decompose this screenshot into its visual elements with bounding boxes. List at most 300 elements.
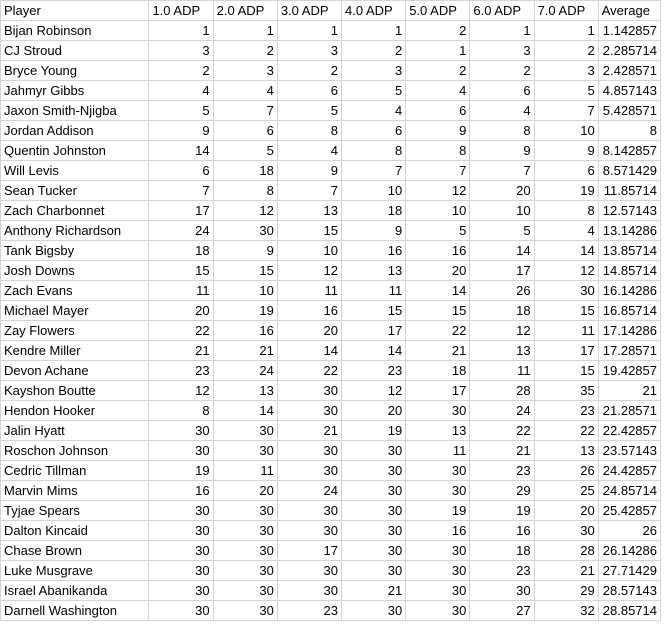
cell-adp-5[interactable]: 30	[406, 481, 470, 501]
cell-adp-3[interactable]: 1	[277, 21, 341, 41]
cell-adp-5[interactable]: 16	[406, 521, 470, 541]
cell-adp-6[interactable]: 17	[470, 261, 534, 281]
table-row	[1, 181, 661, 201]
cell-adp-1[interactable]: 3	[149, 41, 213, 61]
cell-adp-7[interactable]: 1	[534, 21, 598, 41]
table-row	[1, 561, 661, 581]
cell-adp-5[interactable]: 30	[406, 581, 470, 601]
cell-average[interactable]: 2.285714	[598, 41, 660, 61]
cell-adp-1[interactable]: 21	[149, 341, 213, 361]
cell-player[interactable]: Zach Charbonnet	[1, 201, 149, 221]
cell-player[interactable]: Kayshon Boutte	[1, 381, 149, 401]
cell-adp-7[interactable]: 3	[534, 61, 598, 81]
cell-player[interactable]: Cedric Tillman	[1, 461, 149, 481]
cell-adp-4[interactable]: 3	[342, 61, 406, 81]
cell-adp-6[interactable]: 16	[470, 521, 534, 541]
cell-player[interactable]: Kendre Miller	[1, 341, 149, 361]
cell-adp-6[interactable]: 24	[470, 401, 534, 421]
cell-adp-3[interactable]: 9	[277, 161, 341, 181]
cell-adp-2[interactable]: 7	[213, 101, 277, 121]
cell-player[interactable]: Darnell Washington	[1, 601, 149, 621]
cell-adp-7[interactable]: 6	[534, 161, 598, 181]
cell-adp-4[interactable]: 12	[342, 381, 406, 401]
cell-adp-2[interactable]: 30	[213, 421, 277, 441]
cell-adp-6[interactable]: 14	[470, 241, 534, 261]
cell-adp-5[interactable]: 8	[406, 141, 470, 161]
cell-adp-7[interactable]: 15	[534, 361, 598, 381]
cell-adp-5[interactable]: 10	[406, 201, 470, 221]
cell-adp-7[interactable]: 11	[534, 321, 598, 341]
cell-adp-6[interactable]: 4	[470, 101, 534, 121]
cell-adp-2[interactable]: 5	[213, 141, 277, 161]
cell-adp-4[interactable]: 30	[342, 461, 406, 481]
cell-average[interactable]: 12.57143	[598, 201, 660, 221]
table-row	[1, 341, 661, 361]
cell-adp-5[interactable]: 17	[406, 381, 470, 401]
cell-player[interactable]: Luke Musgrave	[1, 561, 149, 581]
cell-adp-7[interactable]: 29	[534, 581, 598, 601]
header-adp-7[interactable]: 7.0 ADP	[534, 1, 598, 21]
table-row	[1, 481, 661, 501]
cell-adp-4[interactable]: 30	[342, 561, 406, 581]
cell-adp-4[interactable]: 15	[342, 301, 406, 321]
cell-adp-7[interactable]: 5	[534, 81, 598, 101]
cell-adp-1[interactable]: 2	[149, 61, 213, 81]
cell-player[interactable]: Zach Evans	[1, 281, 149, 301]
header-adp-1[interactable]: 1.0 ADP	[149, 1, 213, 21]
cell-player[interactable]: Dalton Kincaid	[1, 521, 149, 541]
cell-adp-1[interactable]: 12	[149, 381, 213, 401]
cell-adp-4[interactable]: 20	[342, 401, 406, 421]
cell-player[interactable]: Tank Bigsby	[1, 241, 149, 261]
cell-adp-3[interactable]: 20	[277, 321, 341, 341]
cell-average[interactable]: 26	[598, 521, 660, 541]
cell-adp-5[interactable]: 12	[406, 181, 470, 201]
cell-adp-4[interactable]: 23	[342, 361, 406, 381]
cell-adp-1[interactable]: 6	[149, 161, 213, 181]
cell-average[interactable]: 8.571429	[598, 161, 660, 181]
cell-adp-3[interactable]: 16	[277, 301, 341, 321]
cell-average[interactable]: 28.85714	[598, 601, 660, 621]
cell-adp-7[interactable]: 15	[534, 301, 598, 321]
cell-player[interactable]: Tyjae Spears	[1, 501, 149, 521]
cell-adp-1[interactable]: 9	[149, 121, 213, 141]
cell-player[interactable]: Jalin Hyatt	[1, 421, 149, 441]
cell-average[interactable]: 27.71429	[598, 561, 660, 581]
table-row	[1, 21, 661, 41]
cell-player[interactable]: CJ Stroud	[1, 41, 149, 61]
cell-adp-7[interactable]: 35	[534, 381, 598, 401]
cell-player[interactable]: Quentin Johnston	[1, 141, 149, 161]
cell-adp-2[interactable]: 30	[213, 501, 277, 521]
cell-adp-4[interactable]: 7	[342, 161, 406, 181]
cell-average[interactable]: 16.14286	[598, 281, 660, 301]
cell-adp-2[interactable]: 14	[213, 401, 277, 421]
cell-adp-4[interactable]: 2	[342, 41, 406, 61]
cell-adp-1[interactable]: 20	[149, 301, 213, 321]
cell-adp-6[interactable]: 22	[470, 421, 534, 441]
cell-adp-7[interactable]: 22	[534, 421, 598, 441]
cell-adp-5[interactable]: 2	[406, 21, 470, 41]
cell-adp-2[interactable]: 30	[213, 561, 277, 581]
cell-average[interactable]: 17.14286	[598, 321, 660, 341]
cell-adp-5[interactable]: 30	[406, 461, 470, 481]
cell-adp-1[interactable]: 8	[149, 401, 213, 421]
cell-average[interactable]: 19.42857	[598, 361, 660, 381]
table-row	[1, 41, 661, 61]
cell-adp-5[interactable]: 30	[406, 561, 470, 581]
cell-adp-4[interactable]: 30	[342, 541, 406, 561]
cell-adp-6[interactable]: 21	[470, 441, 534, 461]
cell-adp-1[interactable]: 15	[149, 261, 213, 281]
cell-adp-3[interactable]: 30	[277, 561, 341, 581]
cell-adp-2[interactable]: 3	[213, 61, 277, 81]
cell-adp-4[interactable]: 9	[342, 221, 406, 241]
cell-adp-6[interactable]: 8	[470, 121, 534, 141]
cell-average[interactable]: 22.42857	[598, 421, 660, 441]
cell-average[interactable]: 24.42857	[598, 461, 660, 481]
cell-player[interactable]: Chase Brown	[1, 541, 149, 561]
cell-adp-1[interactable]: 14	[149, 141, 213, 161]
cell-adp-5[interactable]: 13	[406, 421, 470, 441]
cell-adp-4[interactable]: 4	[342, 101, 406, 121]
cell-adp-6[interactable]: 5	[470, 221, 534, 241]
cell-adp-6[interactable]: 10	[470, 201, 534, 221]
cell-adp-4[interactable]: 1	[342, 21, 406, 41]
cell-adp-5[interactable]: 15	[406, 301, 470, 321]
cell-adp-3[interactable]: 30	[277, 441, 341, 461]
cell-adp-1[interactable]: 23	[149, 361, 213, 381]
cell-average[interactable]: 28.57143	[598, 581, 660, 601]
cell-adp-6[interactable]: 18	[470, 301, 534, 321]
cell-player[interactable]: Jahmyr Gibbs	[1, 81, 149, 101]
cell-adp-3[interactable]: 14	[277, 341, 341, 361]
cell-adp-4[interactable]: 30	[342, 521, 406, 541]
cell-adp-2[interactable]: 11	[213, 461, 277, 481]
cell-average[interactable]: 11.85714	[598, 181, 660, 201]
cell-average[interactable]: 1.142857	[598, 21, 660, 41]
cell-adp-2[interactable]: 20	[213, 481, 277, 501]
cell-adp-2[interactable]: 18	[213, 161, 277, 181]
cell-adp-6[interactable]: 6	[470, 81, 534, 101]
cell-adp-2[interactable]: 4	[213, 81, 277, 101]
cell-adp-4[interactable]: 18	[342, 201, 406, 221]
cell-adp-1[interactable]: 5	[149, 101, 213, 121]
cell-adp-3[interactable]: 30	[277, 381, 341, 401]
table-row	[1, 441, 661, 461]
cell-adp-1[interactable]: 4	[149, 81, 213, 101]
cell-adp-2[interactable]: 6	[213, 121, 277, 141]
cell-adp-4[interactable]: 30	[342, 441, 406, 461]
cell-adp-3[interactable]: 5	[277, 101, 341, 121]
cell-adp-6[interactable]: 27	[470, 601, 534, 621]
cell-adp-7[interactable]: 13	[534, 441, 598, 461]
cell-adp-5[interactable]: 18	[406, 361, 470, 381]
cell-adp-1[interactable]: 7	[149, 181, 213, 201]
cell-adp-1[interactable]: 18	[149, 241, 213, 261]
cell-adp-3[interactable]: 24	[277, 481, 341, 501]
cell-adp-7[interactable]: 10	[534, 121, 598, 141]
cell-adp-4[interactable]: 30	[342, 481, 406, 501]
cell-adp-5[interactable]: 20	[406, 261, 470, 281]
cell-player[interactable]: Anthony Richardson	[1, 221, 149, 241]
cell-adp-5[interactable]: 30	[406, 601, 470, 621]
cell-adp-4[interactable]: 8	[342, 141, 406, 161]
cell-adp-3[interactable]: 17	[277, 541, 341, 561]
cell-adp-6[interactable]: 9	[470, 141, 534, 161]
cell-adp-6[interactable]: 29	[470, 481, 534, 501]
cell-adp-1[interactable]: 19	[149, 461, 213, 481]
cell-average[interactable]: 13.14286	[598, 221, 660, 241]
table-row	[1, 461, 661, 481]
table-row	[1, 141, 661, 161]
cell-adp-6[interactable]: 1	[470, 21, 534, 41]
cell-adp-4[interactable]: 19	[342, 421, 406, 441]
cell-adp-7[interactable]: 32	[534, 601, 598, 621]
table-body	[1, 21, 661, 621]
cell-adp-3[interactable]: 22	[277, 361, 341, 381]
cell-adp-5[interactable]: 16	[406, 241, 470, 261]
cell-player[interactable]: Bryce Young	[1, 61, 149, 81]
cell-adp-7[interactable]: 12	[534, 261, 598, 281]
cell-adp-2[interactable]: 30	[213, 521, 277, 541]
cell-adp-6[interactable]: 2	[470, 61, 534, 81]
table-row	[1, 221, 661, 241]
cell-adp-4[interactable]: 5	[342, 81, 406, 101]
cell-average[interactable]: 17.28571	[598, 341, 660, 361]
cell-adp-7[interactable]: 30	[534, 281, 598, 301]
cell-adp-2[interactable]: 2	[213, 41, 277, 61]
cell-adp-5[interactable]: 30	[406, 401, 470, 421]
cell-player[interactable]: Sean Tucker	[1, 181, 149, 201]
cell-adp-3[interactable]: 30	[277, 461, 341, 481]
cell-player[interactable]: Michael Mayer	[1, 301, 149, 321]
cell-adp-3[interactable]: 6	[277, 81, 341, 101]
cell-adp-3[interactable]: 23	[277, 601, 341, 621]
header-adp-4[interactable]: 4.0 ADP	[342, 1, 406, 21]
cell-adp-7[interactable]: 17	[534, 341, 598, 361]
cell-adp-1[interactable]: 11	[149, 281, 213, 301]
cell-adp-2[interactable]: 21	[213, 341, 277, 361]
cell-player[interactable]: Jordan Addison	[1, 121, 149, 141]
cell-adp-6[interactable]: 23	[470, 461, 534, 481]
cell-adp-1[interactable]: 30	[149, 501, 213, 521]
cell-adp-6[interactable]: 13	[470, 341, 534, 361]
cell-adp-4[interactable]: 30	[342, 601, 406, 621]
cell-average[interactable]: 23.57143	[598, 441, 660, 461]
cell-adp-7[interactable]: 4	[534, 221, 598, 241]
cell-adp-3[interactable]: 4	[277, 141, 341, 161]
table-row	[1, 521, 661, 541]
cell-adp-7[interactable]: 21	[534, 561, 598, 581]
table-row	[1, 261, 661, 281]
cell-adp-3[interactable]: 3	[277, 41, 341, 61]
cell-adp-3[interactable]: 11	[277, 281, 341, 301]
cell-player[interactable]: Will Levis	[1, 161, 149, 181]
cell-adp-3[interactable]: 30	[277, 581, 341, 601]
cell-adp-6[interactable]: 12	[470, 321, 534, 341]
cell-player[interactable]: Marvin Mims	[1, 481, 149, 501]
cell-average[interactable]: 4.857143	[598, 81, 660, 101]
cell-adp-2[interactable]: 1	[213, 21, 277, 41]
cell-adp-7[interactable]: 20	[534, 501, 598, 521]
cell-adp-3[interactable]: 30	[277, 501, 341, 521]
cell-adp-1[interactable]: 30	[149, 421, 213, 441]
cell-player[interactable]: Bijan Robinson	[1, 21, 149, 41]
cell-adp-2[interactable]: 9	[213, 241, 277, 261]
cell-player[interactable]: Israel Abanikanda	[1, 581, 149, 601]
cell-adp-4[interactable]: 16	[342, 241, 406, 261]
cell-adp-3[interactable]: 10	[277, 241, 341, 261]
cell-adp-6[interactable]: 18	[470, 541, 534, 561]
cell-average[interactable]: 8	[598, 121, 660, 141]
cell-adp-1[interactable]: 30	[149, 521, 213, 541]
cell-adp-2[interactable]: 30	[213, 601, 277, 621]
table-row	[1, 161, 661, 181]
cell-adp-5[interactable]: 19	[406, 501, 470, 521]
header-adp-6[interactable]: 6.0 ADP	[470, 1, 534, 21]
cell-adp-5[interactable]: 4	[406, 81, 470, 101]
table-row	[1, 61, 661, 81]
cell-adp-1[interactable]: 30	[149, 441, 213, 461]
cell-adp-7[interactable]: 25	[534, 481, 598, 501]
table-row	[1, 301, 661, 321]
cell-adp-6[interactable]: 23	[470, 561, 534, 581]
cell-adp-2[interactable]: 16	[213, 321, 277, 341]
table-row	[1, 541, 661, 561]
cell-adp-7[interactable]: 19	[534, 181, 598, 201]
cell-adp-4[interactable]: 6	[342, 121, 406, 141]
cell-player[interactable]: Roschon Johnson	[1, 441, 149, 461]
cell-adp-5[interactable]: 11	[406, 441, 470, 461]
cell-adp-3[interactable]: 30	[277, 521, 341, 541]
cell-adp-2[interactable]: 10	[213, 281, 277, 301]
cell-adp-7[interactable]: 7	[534, 101, 598, 121]
cell-adp-5[interactable]: 7	[406, 161, 470, 181]
cell-adp-2[interactable]: 15	[213, 261, 277, 281]
cell-player[interactable]: Devon Achane	[1, 361, 149, 381]
cell-adp-6[interactable]: 3	[470, 41, 534, 61]
cell-adp-2[interactable]: 30	[213, 221, 277, 241]
cell-adp-7[interactable]: 30	[534, 521, 598, 541]
cell-average[interactable]: 2.428571	[598, 61, 660, 81]
cell-adp-2[interactable]: 12	[213, 201, 277, 221]
cell-adp-1[interactable]: 1	[149, 21, 213, 41]
cell-average[interactable]: 26.14286	[598, 541, 660, 561]
cell-player[interactable]: Zay Flowers	[1, 321, 149, 341]
table-row	[1, 101, 661, 121]
cell-adp-6[interactable]: 20	[470, 181, 534, 201]
cell-adp-2[interactable]: 30	[213, 541, 277, 561]
cell-adp-2[interactable]: 8	[213, 181, 277, 201]
cell-adp-4[interactable]: 10	[342, 181, 406, 201]
header-adp-5[interactable]: 5.0 ADP	[406, 1, 470, 21]
cell-adp-3[interactable]: 21	[277, 421, 341, 441]
cell-average[interactable]: 21	[598, 381, 660, 401]
cell-adp-5[interactable]: 22	[406, 321, 470, 341]
cell-adp-1[interactable]: 16	[149, 481, 213, 501]
cell-adp-6[interactable]: 11	[470, 361, 534, 381]
cell-adp-5[interactable]: 14	[406, 281, 470, 301]
cell-adp-4[interactable]: 11	[342, 281, 406, 301]
cell-adp-2[interactable]: 24	[213, 361, 277, 381]
cell-average[interactable]: 25.42857	[598, 501, 660, 521]
cell-adp-6[interactable]: 26	[470, 281, 534, 301]
table-row	[1, 421, 661, 441]
cell-adp-1[interactable]: 30	[149, 601, 213, 621]
cell-adp-5[interactable]: 21	[406, 341, 470, 361]
cell-adp-7[interactable]: 26	[534, 461, 598, 481]
cell-adp-2[interactable]: 30	[213, 441, 277, 461]
cell-average[interactable]: 8.142857	[598, 141, 660, 161]
cell-adp-4[interactable]: 14	[342, 341, 406, 361]
cell-adp-4[interactable]: 17	[342, 321, 406, 341]
cell-adp-2[interactable]: 30	[213, 581, 277, 601]
cell-player[interactable]: Hendon Hooker	[1, 401, 149, 421]
cell-adp-4[interactable]: 13	[342, 261, 406, 281]
header-player[interactable]: Player	[1, 1, 149, 21]
header-adp-3[interactable]: 3.0 ADP	[277, 1, 341, 21]
cell-adp-7[interactable]: 2	[534, 41, 598, 61]
table-row	[1, 601, 661, 621]
cell-adp-6[interactable]: 28	[470, 381, 534, 401]
cell-adp-7[interactable]: 9	[534, 141, 598, 161]
cell-adp-3[interactable]: 7	[277, 181, 341, 201]
cell-adp-3[interactable]: 30	[277, 401, 341, 421]
cell-average[interactable]: 21.28571	[598, 401, 660, 421]
cell-adp-5[interactable]: 2	[406, 61, 470, 81]
cell-average[interactable]: 24.85714	[598, 481, 660, 501]
cell-adp-5[interactable]: 30	[406, 541, 470, 561]
cell-adp-7[interactable]: 28	[534, 541, 598, 561]
cell-adp-6[interactable]: 30	[470, 581, 534, 601]
cell-adp-4[interactable]: 21	[342, 581, 406, 601]
header-average[interactable]: Average	[598, 1, 660, 21]
cell-adp-1[interactable]: 30	[149, 581, 213, 601]
header-adp-2[interactable]: 2.0 ADP	[213, 1, 277, 21]
cell-adp-5[interactable]: 9	[406, 121, 470, 141]
cell-adp-3[interactable]: 12	[277, 261, 341, 281]
cell-adp-7[interactable]: 14	[534, 241, 598, 261]
cell-player[interactable]: Josh Downs	[1, 261, 149, 281]
cell-adp-5[interactable]: 6	[406, 101, 470, 121]
cell-average[interactable]: 16.85714	[598, 301, 660, 321]
cell-adp-1[interactable]: 22	[149, 321, 213, 341]
cell-player[interactable]: Jaxon Smith-Njigba	[1, 101, 149, 121]
cell-adp-2[interactable]: 13	[213, 381, 277, 401]
cell-adp-5[interactable]: 5	[406, 221, 470, 241]
cell-adp-3[interactable]: 13	[277, 201, 341, 221]
cell-adp-5[interactable]: 1	[406, 41, 470, 61]
table-row	[1, 81, 661, 101]
cell-average[interactable]: 13.85714	[598, 241, 660, 261]
cell-adp-6[interactable]: 19	[470, 501, 534, 521]
cell-adp-1[interactable]: 17	[149, 201, 213, 221]
cell-adp-4[interactable]: 30	[342, 501, 406, 521]
cell-average[interactable]: 5.428571	[598, 101, 660, 121]
cell-adp-7[interactable]: 8	[534, 201, 598, 221]
cell-average[interactable]: 14.85714	[598, 261, 660, 281]
cell-adp-3[interactable]: 8	[277, 121, 341, 141]
cell-adp-6[interactable]: 7	[470, 161, 534, 181]
cell-adp-2[interactable]: 19	[213, 301, 277, 321]
cell-adp-3[interactable]: 2	[277, 61, 341, 81]
cell-adp-1[interactable]: 30	[149, 561, 213, 581]
cell-adp-7[interactable]: 23	[534, 401, 598, 421]
cell-adp-1[interactable]: 30	[149, 541, 213, 561]
cell-adp-1[interactable]: 24	[149, 221, 213, 241]
cell-adp-3[interactable]: 15	[277, 221, 341, 241]
